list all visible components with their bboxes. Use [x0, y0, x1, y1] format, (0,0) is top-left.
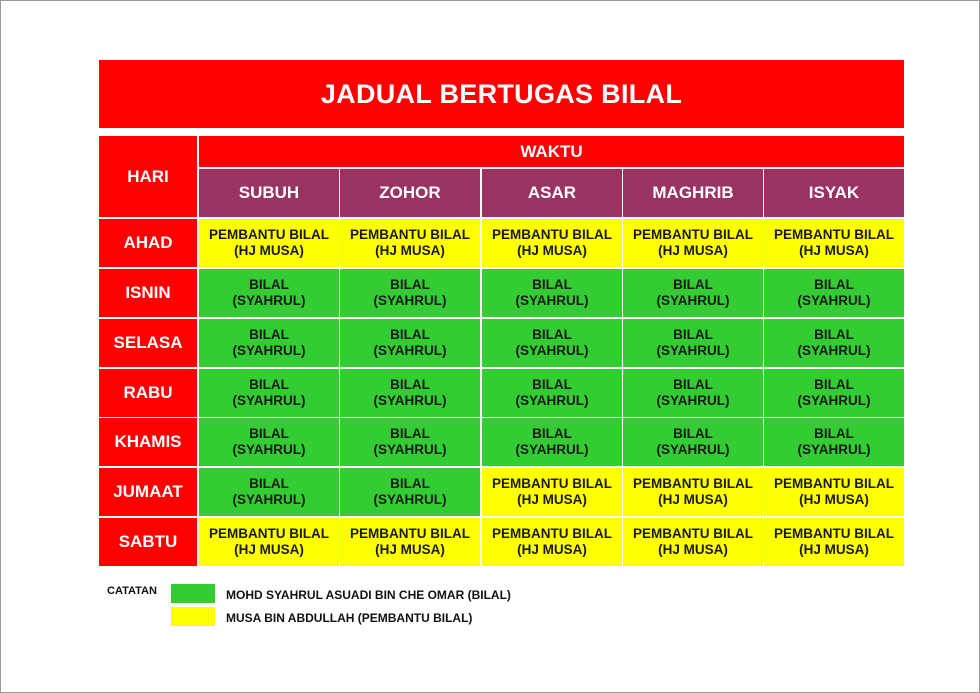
- duty-role: BILAL: [673, 377, 713, 392]
- duty-cell: [764, 219, 904, 267]
- duty-cell: [340, 319, 480, 367]
- day-cell-isnin: ISNIN: [99, 269, 197, 317]
- duty-person: (HJ MUSA): [234, 542, 304, 557]
- duty-cell: [482, 418, 622, 466]
- duty-person: (SYAHRUL): [232, 293, 306, 308]
- day-cell-ahad: AHAD: [99, 219, 197, 267]
- duty-cell: [199, 518, 339, 566]
- duty-role: BILAL: [249, 426, 289, 441]
- duty-role: BILAL: [814, 277, 854, 292]
- duty-person: (SYAHRUL): [232, 343, 306, 358]
- duty-person: (SYAHRUL): [797, 343, 871, 358]
- duty-role: BILAL: [390, 327, 430, 342]
- duty-cell: [482, 369, 622, 417]
- duty-role: BILAL: [532, 377, 572, 392]
- duty-person: (HJ MUSA): [234, 243, 304, 258]
- duty-role: BILAL: [249, 476, 289, 491]
- duty-cell: [764, 269, 904, 317]
- duty-role: BILAL: [532, 277, 572, 292]
- header-hari: HARI: [99, 136, 197, 217]
- duty-role: PEMBANTU BILAL: [633, 476, 753, 491]
- duty-role: BILAL: [390, 476, 430, 491]
- duty-cell: [764, 518, 904, 566]
- duty-person: (HJ MUSA): [375, 542, 445, 557]
- duty-person: (SYAHRUL): [515, 442, 589, 457]
- duty-role: PEMBANTU BILAL: [209, 526, 329, 541]
- duty-cell: [482, 518, 622, 566]
- legend-swatch-pembantu: [171, 607, 215, 626]
- duty-person: (HJ MUSA): [375, 243, 445, 258]
- day-cell-rabu: RABU: [99, 369, 197, 417]
- duty-role: PEMBANTU BILAL: [492, 227, 612, 242]
- duty-role: BILAL: [814, 426, 854, 441]
- day-cell-khamis: KHAMIS: [99, 418, 197, 466]
- duty-cell: [623, 219, 763, 267]
- duty-role: PEMBANTU BILAL: [350, 227, 470, 242]
- duty-cell: [199, 468, 339, 516]
- duty-person: (HJ MUSA): [517, 243, 587, 258]
- duty-role: BILAL: [814, 377, 854, 392]
- duty-person: (HJ MUSA): [658, 492, 728, 507]
- duty-cell: [482, 269, 622, 317]
- duty-role: BILAL: [673, 426, 713, 441]
- page-title: JADUAL BERTUGAS BILAL: [99, 60, 904, 128]
- prayer-header-subuh: SUBUH: [199, 169, 339, 217]
- duty-person: (HJ MUSA): [658, 243, 728, 258]
- duty-person: (SYAHRUL): [797, 393, 871, 408]
- duty-person: (SYAHRUL): [797, 293, 871, 308]
- duty-cell: [199, 219, 339, 267]
- duty-person: (SYAHRUL): [373, 343, 447, 358]
- duty-cell: [482, 319, 622, 367]
- prayer-header-asar: ASAR: [482, 169, 622, 217]
- duty-cell: [764, 369, 904, 417]
- duty-role: PEMBANTU BILAL: [774, 526, 894, 541]
- duty-cell: [199, 319, 339, 367]
- duty-person: (HJ MUSA): [799, 492, 869, 507]
- legend-text-pembantu: MUSA BIN ABDULLAH (PEMBANTU BILAL): [226, 611, 473, 625]
- duty-role: BILAL: [390, 426, 430, 441]
- duty-role: BILAL: [249, 327, 289, 342]
- duty-person: (SYAHRUL): [515, 343, 589, 358]
- duty-role: BILAL: [532, 426, 572, 441]
- duty-person: (HJ MUSA): [517, 492, 587, 507]
- duty-role: BILAL: [673, 327, 713, 342]
- duty-cell: [340, 219, 480, 267]
- duty-person: (SYAHRUL): [373, 442, 447, 457]
- duty-role: PEMBANTU BILAL: [633, 227, 753, 242]
- day-cell-selasa: SELASA: [99, 319, 197, 367]
- duty-cell: [482, 219, 622, 267]
- duty-person: (SYAHRUL): [515, 393, 589, 408]
- duty-cell: [623, 319, 763, 367]
- duty-cell: [199, 369, 339, 417]
- duty-role: PEMBANTU BILAL: [492, 526, 612, 541]
- duty-cell: [764, 319, 904, 367]
- duty-role: PEMBANTU BILAL: [492, 476, 612, 491]
- duty-role: BILAL: [390, 277, 430, 292]
- duty-cell: [623, 518, 763, 566]
- legend-swatch-bilal: [171, 584, 215, 603]
- duty-role: BILAL: [532, 327, 572, 342]
- duty-person: (SYAHRUL): [373, 393, 447, 408]
- duty-person: (HJ MUSA): [799, 243, 869, 258]
- duty-cell: [623, 468, 763, 516]
- duty-role: PEMBANTU BILAL: [633, 526, 753, 541]
- duty-person: (SYAHRUL): [373, 293, 447, 308]
- duty-person: (HJ MUSA): [799, 542, 869, 557]
- duty-cell: [623, 369, 763, 417]
- duty-cell: [482, 468, 622, 516]
- duty-role: BILAL: [814, 327, 854, 342]
- duty-cell: [764, 418, 904, 466]
- day-cell-jumaat: JUMAAT: [99, 468, 197, 516]
- duty-role: BILAL: [673, 277, 713, 292]
- duty-role: BILAL: [390, 377, 430, 392]
- duty-cell: [340, 418, 480, 466]
- day-cell-sabtu: SABTU: [99, 518, 197, 566]
- duty-person: (SYAHRUL): [656, 393, 730, 408]
- duty-person: (HJ MUSA): [658, 542, 728, 557]
- prayer-header-isyak: ISYAK: [764, 169, 904, 217]
- duty-person: (SYAHRUL): [373, 492, 447, 507]
- duty-person: (SYAHRUL): [656, 343, 730, 358]
- prayer-header-zohor: ZOHOR: [340, 169, 480, 217]
- prayer-header-maghrib: MAGHRIB: [623, 169, 763, 217]
- duty-role: PEMBANTU BILAL: [774, 227, 894, 242]
- duty-person: (SYAHRUL): [656, 293, 730, 308]
- duty-cell: [340, 369, 480, 417]
- legend-label: CATATAN: [107, 585, 157, 597]
- duty-cell: [340, 269, 480, 317]
- duty-person: (HJ MUSA): [517, 542, 587, 557]
- duty-role: PEMBANTU BILAL: [774, 476, 894, 491]
- duty-cell: [764, 468, 904, 516]
- duty-person: (SYAHRUL): [656, 442, 730, 457]
- duty-cell: [199, 269, 339, 317]
- duty-person: (SYAHRUL): [232, 442, 306, 457]
- duty-cell: [623, 418, 763, 466]
- duty-person: (SYAHRUL): [232, 393, 306, 408]
- duty-role: PEMBANTU BILAL: [350, 526, 470, 541]
- duty-cell: [199, 418, 339, 466]
- duty-cell: [340, 518, 480, 566]
- duty-person: (SYAHRUL): [797, 442, 871, 457]
- duty-cell: [623, 269, 763, 317]
- legend-text-bilal: MOHD SYAHRUL ASUADI BIN CHE OMAR (BILAL): [226, 588, 511, 602]
- duty-cell: [340, 468, 480, 516]
- duty-person: (SYAHRUL): [515, 293, 589, 308]
- header-waktu: WAKTU: [199, 136, 904, 167]
- duty-role: PEMBANTU BILAL: [209, 227, 329, 242]
- duty-role: BILAL: [249, 377, 289, 392]
- duty-person: (SYAHRUL): [232, 492, 306, 507]
- duty-role: BILAL: [249, 277, 289, 292]
